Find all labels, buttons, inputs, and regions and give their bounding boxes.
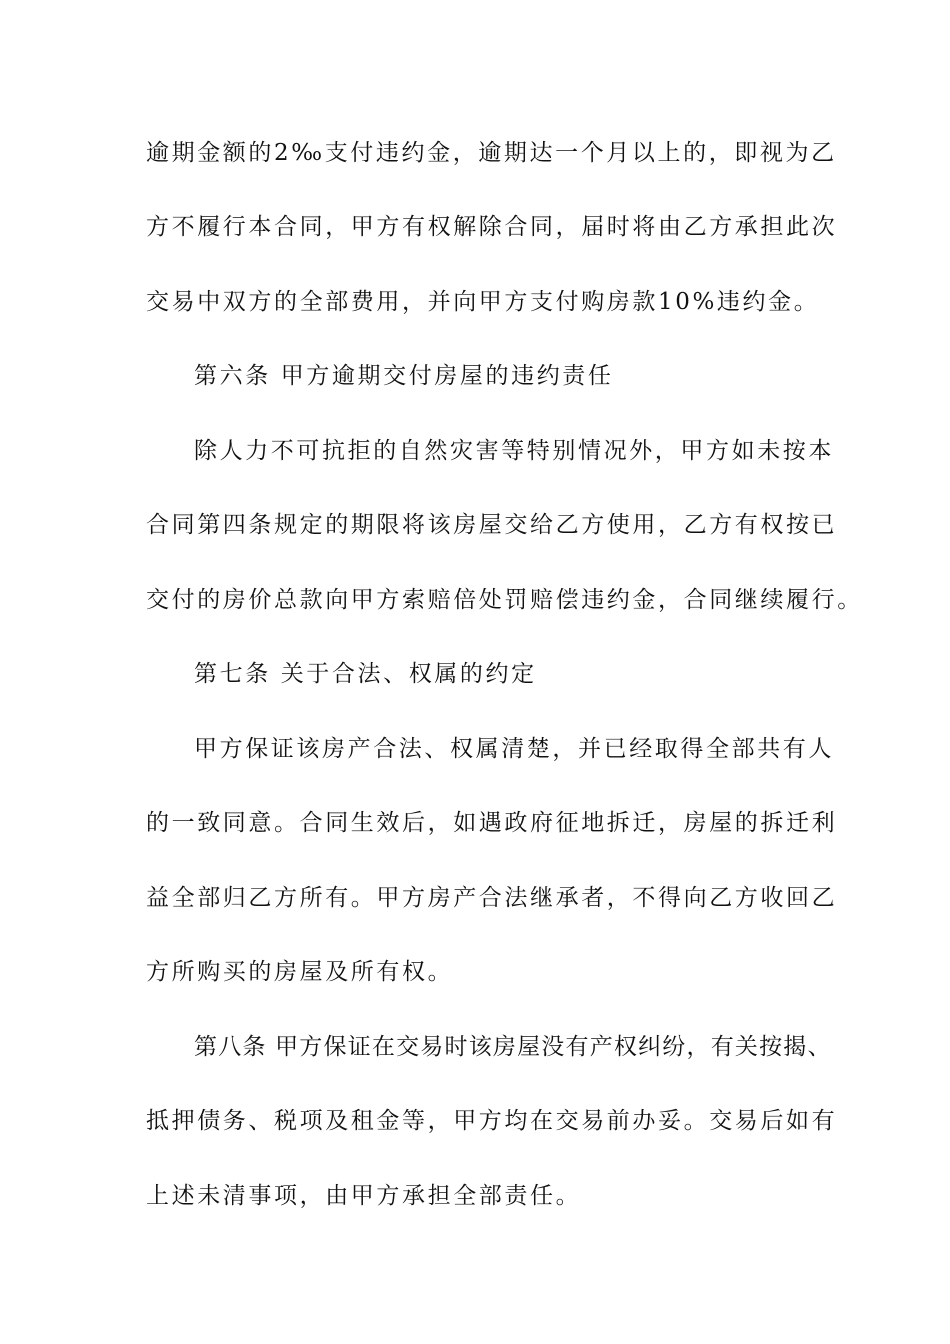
text-line: 交付的房价总款向甲方索赔倍处罚赔偿违约金，合同继续履行。: [146, 587, 863, 613]
text-line: 合同第四条规定的期限将该房屋交给乙方使用，乙方有权按已: [146, 512, 838, 538]
text-line: 的一致同意。合同生效后，如遇政府征地拆迁，房屋的拆迁利: [146, 810, 838, 836]
text-line: 方所购买的房屋及所有权。: [146, 959, 454, 985]
text-line: 交易中双方的全部费用，并向甲方支付购房款10%违约金。: [146, 289, 820, 315]
text-line: 上述未清事项，由甲方承担全部责任。: [146, 1183, 582, 1209]
text-line: 抵押债务、税项及租金等，甲方均在交易前办妥。交易后如有: [146, 1108, 838, 1134]
text-line: 益全部归乙方所有。甲方房产合法继承者，不得向乙方收回乙: [146, 885, 838, 911]
text-line: 方不履行本合同，甲方有权解除合同，届时将由乙方承担此次: [146, 214, 838, 240]
article-heading-7: 第七条 关于合法、权属的约定: [194, 661, 537, 687]
text-line: 除人力不可抗拒的自然灾害等特别情况外，甲方如未按本: [194, 438, 834, 464]
article-heading-6: 第六条 甲方逾期交付房屋的违约责任: [194, 363, 614, 389]
text-line: 逾期金额的2‰支付违约金，逾期达一个月以上的，即视为乙: [146, 140, 837, 166]
text-line: 甲方保证该房产合法、权属清楚，并已经取得全部共有人: [194, 736, 834, 762]
article-heading-8: 第八条 甲方保证在交易时该房屋没有产权纠纷，有关按揭、: [194, 1034, 832, 1060]
